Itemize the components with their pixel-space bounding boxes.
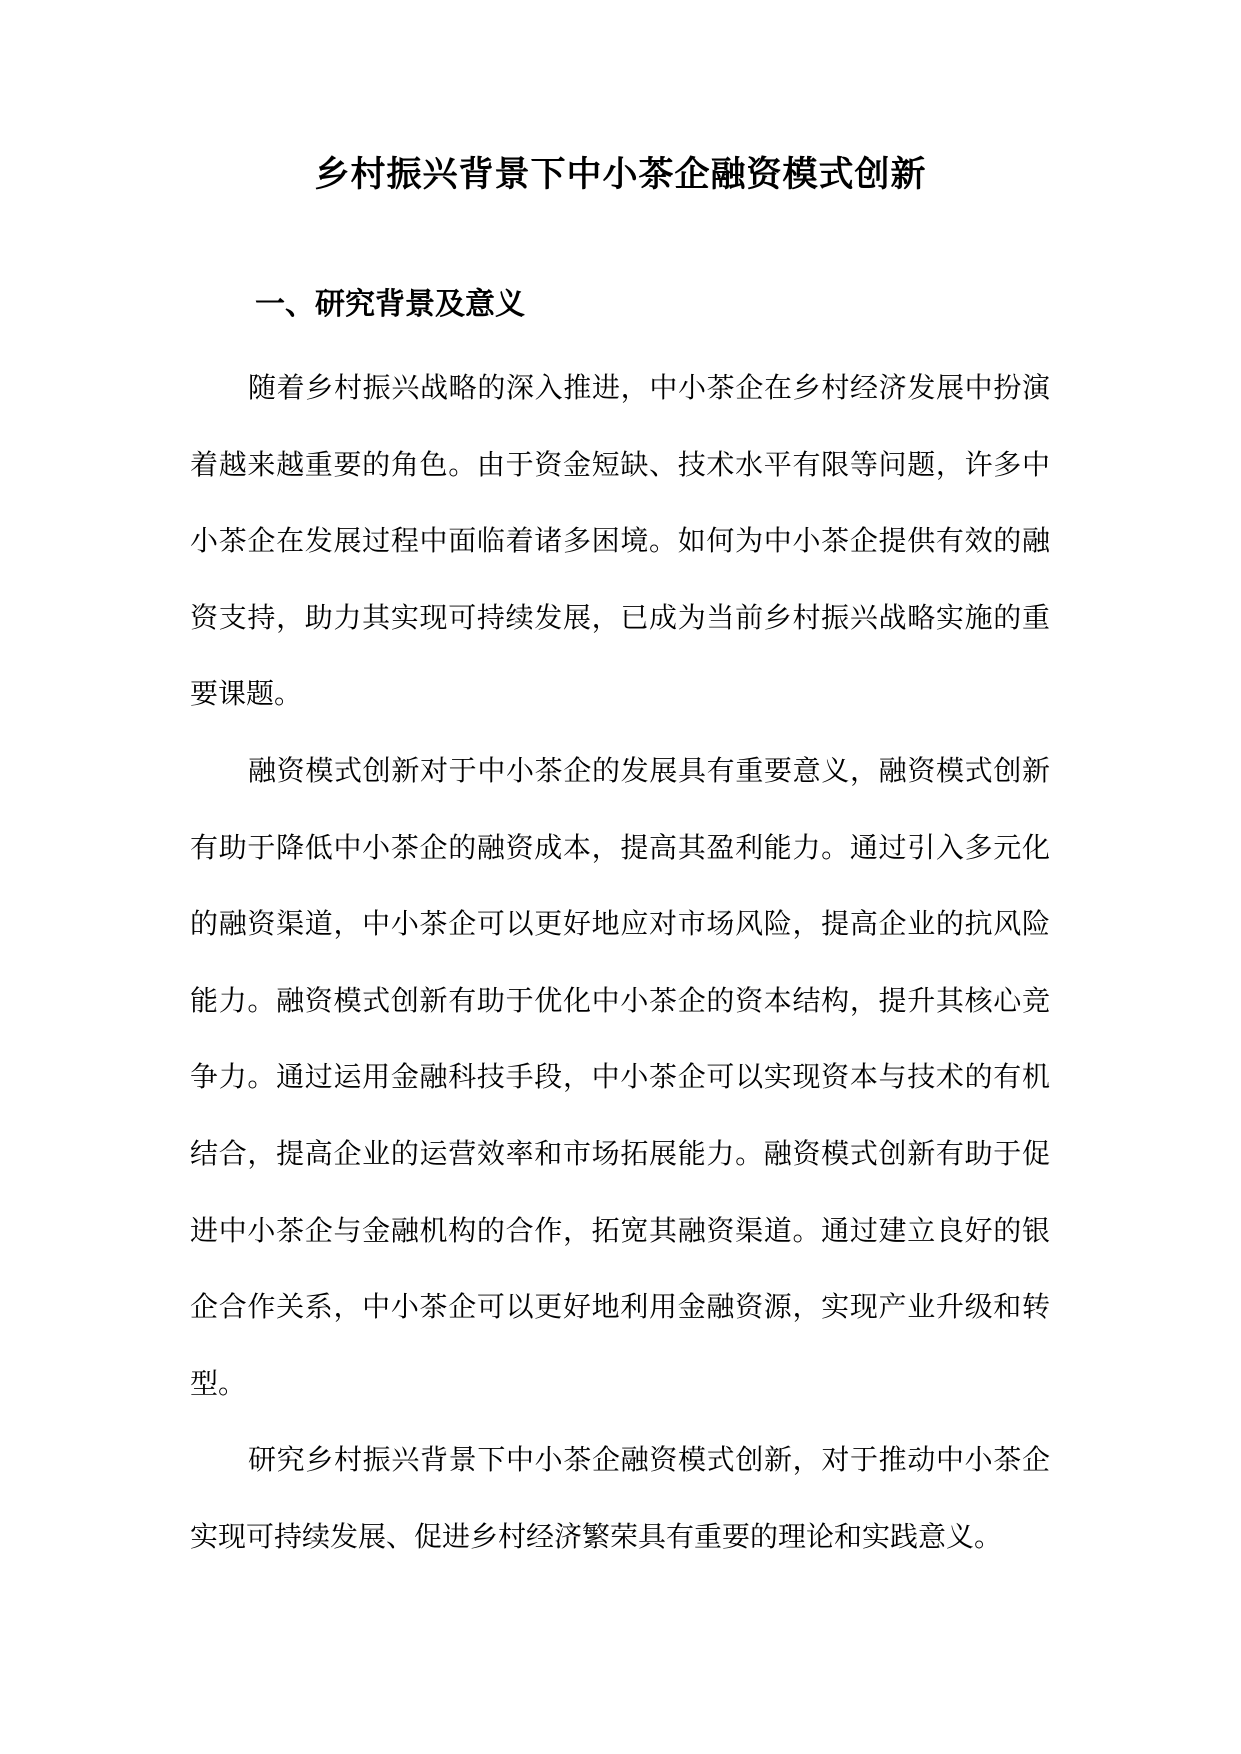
- document-title: 乡村振兴背景下中小茶企融资模式创新: [314, 154, 927, 195]
- section-heading: 一、研究背景及意义: [255, 287, 525, 322]
- paragraph-significance: 融资模式创新对于中小茶企的发展具有重要意义，融资模式创新有助于降低中小茶企的融资成本，提高其盈利能力。通过引入多元化的融资渠道，中小茶企可以更好地应对市场风险，提高企业的抗风险能力。融资模式创新有助于优化中小茶企的资本结构，提升其核心竞争力。通过运用金融科技手段，中小茶企可以实现资本与技术的有机结合，提高企业的运营效率和市场拓展能力。融资模式创新有助于促进中小茶企与金融机构的合作，拓宽其融资渠道。通过建立良好的银企合作关系，中小茶企可以更好地利用金融资源，实现产业升级和转型。: [190, 754, 1050, 1400]
- paragraph-background: 随着乡村振兴战略的深入推进，中小茶企在乡村经济发展中扮演着越来越重要的角色。由于资金短缺、技术水平有限等问题，许多中小茶企在发展过程中面临着诸多困境。如何为中小茶企提供有效的融资支持，助力其实现可持续发展，已成为当前乡村振兴战略实施的重要课题。: [190, 371, 1050, 711]
- paragraph-conclusion: 研究乡村振兴背景下中小茶企融资模式创新，对于推动中小茶企实现可持续发展、促进乡村经济繁荣具有重要的理论和实践意义。: [190, 1443, 1050, 1553]
